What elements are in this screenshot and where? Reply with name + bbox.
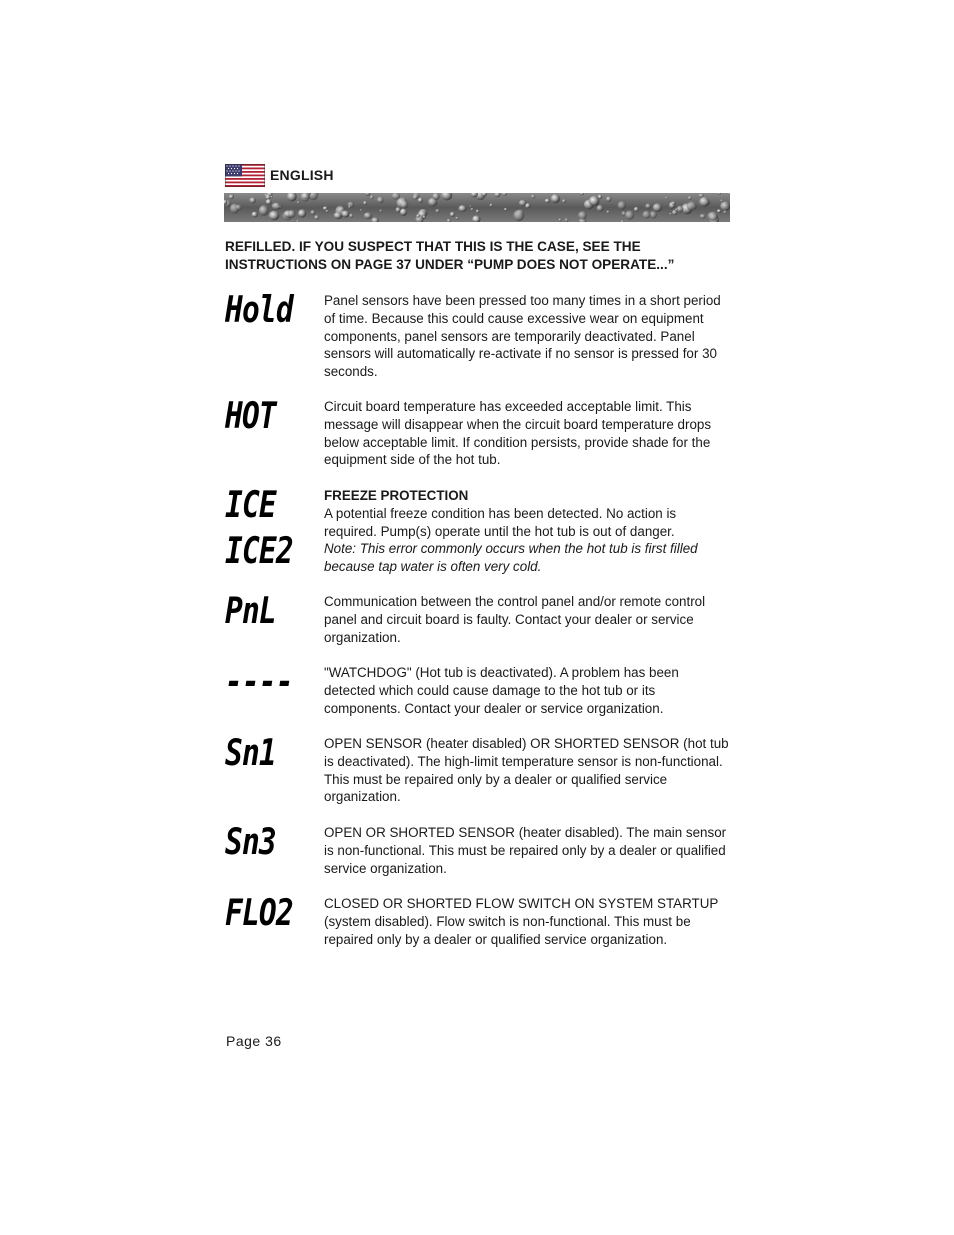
error-code-alt: ICE2	[225, 531, 293, 572]
error-description	[324, 398, 731, 469]
description-text: A potential freeze condition has been detected. No action is required. Pump(s) operate until the hot tub is out of danger.	[324, 505, 677, 539]
description-text: Circuit board temperature has exceeded acceptable limit. This message will disappear when the circuit board temperature drops below acceptable limit. If condition persists, provide shade for the equipment side of the hot tub.	[324, 399, 712, 468]
error-code-display	[225, 735, 299, 773]
description-text: "WATCHDOG" (Hot tub is deactivated). A problem has been detected which could cause damage to the hot tub or its components. Contact your dealer or service organization.	[324, 665, 679, 716]
error-code: ----	[225, 662, 293, 703]
error-code: PnL	[225, 591, 276, 632]
section-header	[225, 163, 334, 187]
description-text: Panel sensors have been pressed too many times in a short period of time. Because this could cause excessive wear on equipment components, panel sensors are temporarily deactivated. Panel sensors will automatically re-activate if no sensor is pressed for 30 seconds.	[324, 293, 721, 380]
error-code: HOT	[225, 396, 276, 437]
description-text: CLOSED OR SHORTED FLOW SWITCH ON SYSTEM STARTUP (system disabled). Flow switch is non-functional. This must be repaired only by a dealer or qualified service organization.	[324, 896, 719, 947]
language-label: ENGLISH	[270, 167, 334, 183]
intro-text: REFILLED. IF YOU SUSPECT THAT THIS IS THE CASE, SEE THE INSTRUCTIONS ON PAGE 37 UNDER “PUMP DOES NOT OPERATE...”	[225, 239, 675, 272]
error-code-display	[225, 593, 299, 631]
error-code-display	[225, 895, 299, 933]
error-description	[324, 735, 731, 806]
error-code: ICE	[225, 485, 276, 526]
error-code: Hold	[225, 290, 293, 331]
error-code-display	[225, 398, 299, 436]
error-description	[324, 664, 731, 717]
error-description	[324, 292, 731, 381]
water-droplet-banner	[224, 193, 730, 222]
error-code: FLO2	[225, 893, 293, 934]
us-flag-icon	[225, 164, 265, 187]
description-text: OPEN OR SHORTED SENSOR (heater disabled). The main sensor is non-functional. This must be repaired only by a dealer or qualified service organization.	[324, 825, 727, 876]
error-code: Sn3	[225, 822, 276, 863]
description-text: Communication between the control panel and/or remote control panel and circuit board is faulty. Contact your dealer or service organization.	[324, 594, 706, 645]
error-description	[324, 895, 731, 948]
error-code-display	[225, 292, 299, 330]
error-code-display	[225, 487, 299, 571]
description-note: Note: This error commonly occurs when the hot tub is first filled because tap water is often very cold.	[324, 541, 698, 575]
error-description	[324, 593, 731, 646]
error-code-display	[225, 664, 299, 702]
description-text: OPEN SENSOR (heater disabled) OR SHORTED SENSOR (hot tub is deactivated). The high-limit temperature sensor is non-functional. This must be repaired only by a dealer or qualified service organization.	[324, 736, 729, 805]
page-number: Page 36	[226, 1033, 282, 1049]
error-description	[324, 824, 731, 877]
error-code: Sn1	[225, 733, 276, 774]
error-code-display	[225, 824, 299, 862]
error-description	[324, 487, 731, 576]
description-title: FREEZE PROTECTION	[324, 488, 469, 503]
